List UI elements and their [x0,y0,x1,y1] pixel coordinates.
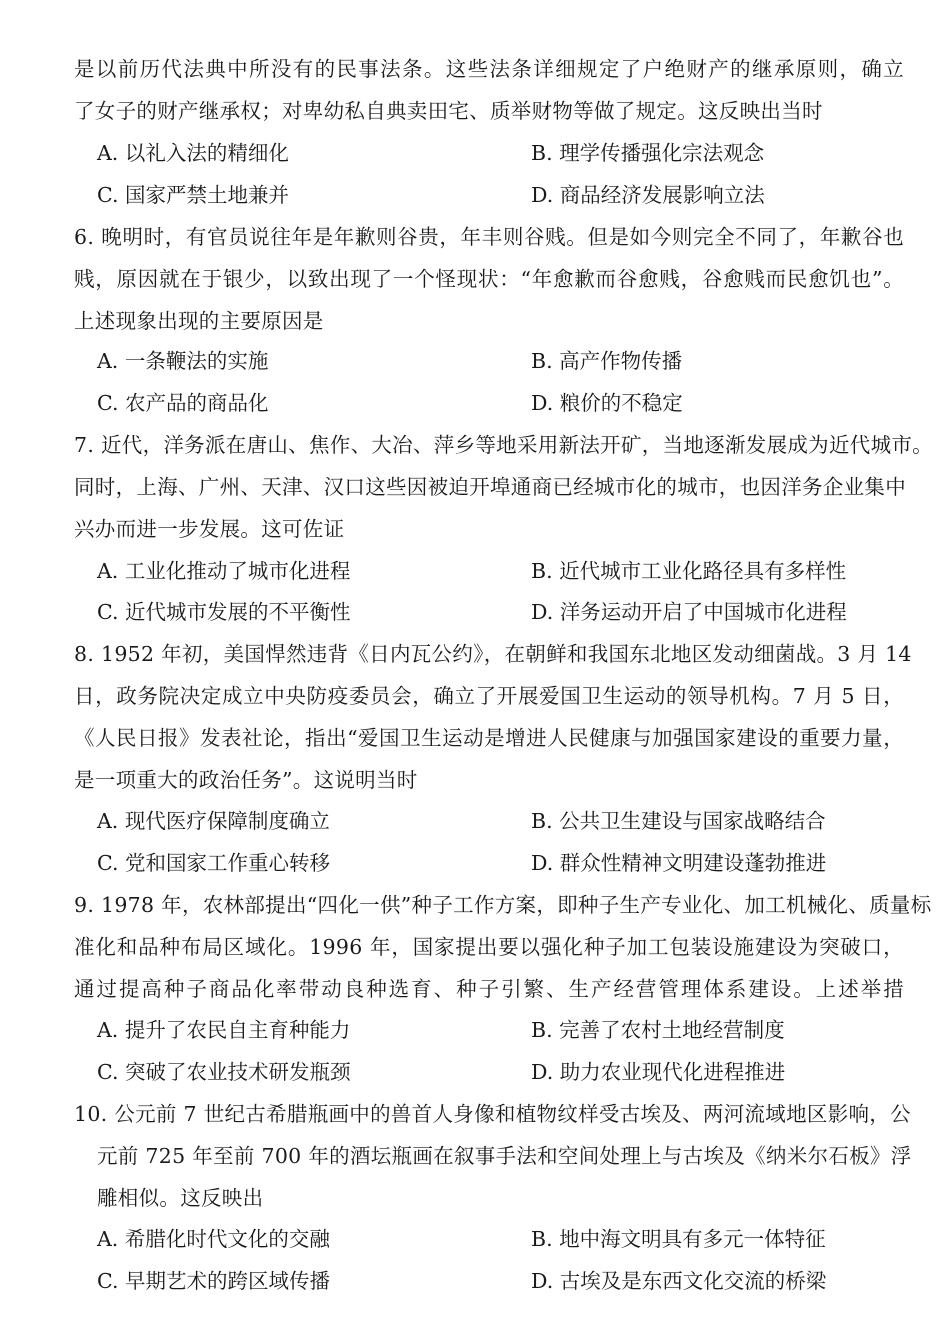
question-6-option-d: D. 粮价的不稳定 [531,391,683,415]
question-5-option-c: C. 国家严禁土地兼并 [97,183,289,207]
question-6-option-b: B. 高产作物传播 [531,349,683,373]
question-8-option-a: A. 现代医疗保障制度确立 [97,809,330,833]
question-6-stem-line: 贱，原因就在于银少，以致出现了一个怪现状：“年愈歉而谷愈贱，谷愈贱而民愈饥也”。 [74,267,904,291]
question-7-option-d: D. 洋务运动开启了中国城市化进程 [531,600,847,624]
question-6-option-c: C. 农产品的商品化 [97,391,269,415]
question-8-stem-line: 日，政务院决定成立中央防疫委员会，确立了开展爱国卫生运动的领导机构。7 月 5 日， [74,684,904,708]
question-10-option-c: C. 早期艺术的跨区域传播 [97,1269,330,1293]
question-10-option-d: D. 古埃及是东西文化交流的桥梁 [531,1269,827,1293]
question-7-stem-line: 兴办而进一步发展。这可佐证 [74,517,345,541]
question-6-stem-line: 上述现象出现的主要原因是 [74,309,324,333]
question-10-stem-line: 雕相似。这反映出 [97,1186,264,1210]
question-5-stem-line: 了女子的财产继承权；对卑幼私自典卖田宅、质举财物等做了规定。这反映出当时 [74,99,823,123]
question-10-option-b: B. 地中海文明具有多元一体特征 [531,1227,826,1251]
question-7-option-c: C. 近代城市发展的不平衡性 [97,600,351,624]
question-9-option-d: D. 助力农业现代化进程推进 [531,1060,786,1084]
question-9-option-b: B. 完善了农村土地经营制度 [531,1018,785,1042]
question-6-option-a: A. 一条鞭法的实施 [97,349,269,373]
question-5-option-d: D. 商品经济发展影响立法 [531,183,765,207]
question-10-stem-line: 元前 725 年至前 700 年的酒坛瓶画在叙事手法和空间处理上与古埃及《纳米尔石板》浮 [97,1144,912,1168]
question-8-stem-line: 《人民日报》发表社论，指出“爱国卫生运动是增进人民健康与加强国家建设的重要力量， [74,726,904,750]
question-8-stem-line: 8. 1952 年初，美国悍然违背《日内瓦公约》，在朝鲜和我国东北地区发动细菌战。3 月 14 [74,642,912,666]
question-9-stem-line: 9. 1978 年，农林部提出“四化一供”种子工作方案，即种子生产专业化、加工机械化、质量标 [74,893,932,917]
question-5-stem-line: 是以前历代法典中所没有的民事法条。这些法条详细规定了户绝财产的继承原则，确立 [74,57,904,81]
question-9-option-c: C. 突破了农业技术研发瓶颈 [97,1060,351,1084]
question-7-stem-line: 7. 近代，洋务派在唐山、焦作、大冶、萍乡等地采用新法开矿，当地逐渐发展成为近代城市。 [74,433,933,457]
question-10-option-a: A. 希腊化时代文化的交融 [97,1227,330,1251]
question-7-option-a: A. 工业化推动了城市化进程 [97,559,351,583]
question-8-stem-line: 是一项重大的政治任务”。这说明当时 [74,768,418,792]
question-9-stem-line: 准化和品种布局区域化。1996 年，国家提出要以强化种子加工包装设施建设为突破口， [74,935,904,959]
question-7-stem-line: 同时，上海、广州、天津、汉口这些因被迫开埠通商已经城市化的城市，也因洋务企业集中 [74,475,906,499]
question-10-stem-line: 10. 公元前 7 世纪古希腊瓶画中的兽首人身像和植物纹样受古埃及、两河流域地区影响，公 [74,1102,911,1126]
question-7-option-b: B. 近代城市工业化路径具有多样性 [531,559,847,583]
question-8-option-d: D. 群众性精神文明建设蓬勃推进 [531,851,827,875]
question-8-option-b: B. 公共卫生建设与国家战略结合 [531,809,826,833]
question-9-option-a: A. 提升了农民自主育种能力 [97,1018,351,1042]
question-9-stem-line: 通过提高种子商品化率带动良种选育、种子引繁、生产经营管理体系建设。上述举措 [74,977,904,1001]
question-5-option-a: A. 以礼入法的精细化 [97,141,289,165]
question-5-option-b: B. 理学传播强化宗法观念 [531,141,765,165]
question-6-stem-line: 6. 晚明时，有官员说往年是年歉则谷贵，年丰则谷贱。但是如今则完全不同了，年歉谷也 [74,225,904,249]
question-8-option-c: C. 党和国家工作重心转移 [97,851,330,875]
